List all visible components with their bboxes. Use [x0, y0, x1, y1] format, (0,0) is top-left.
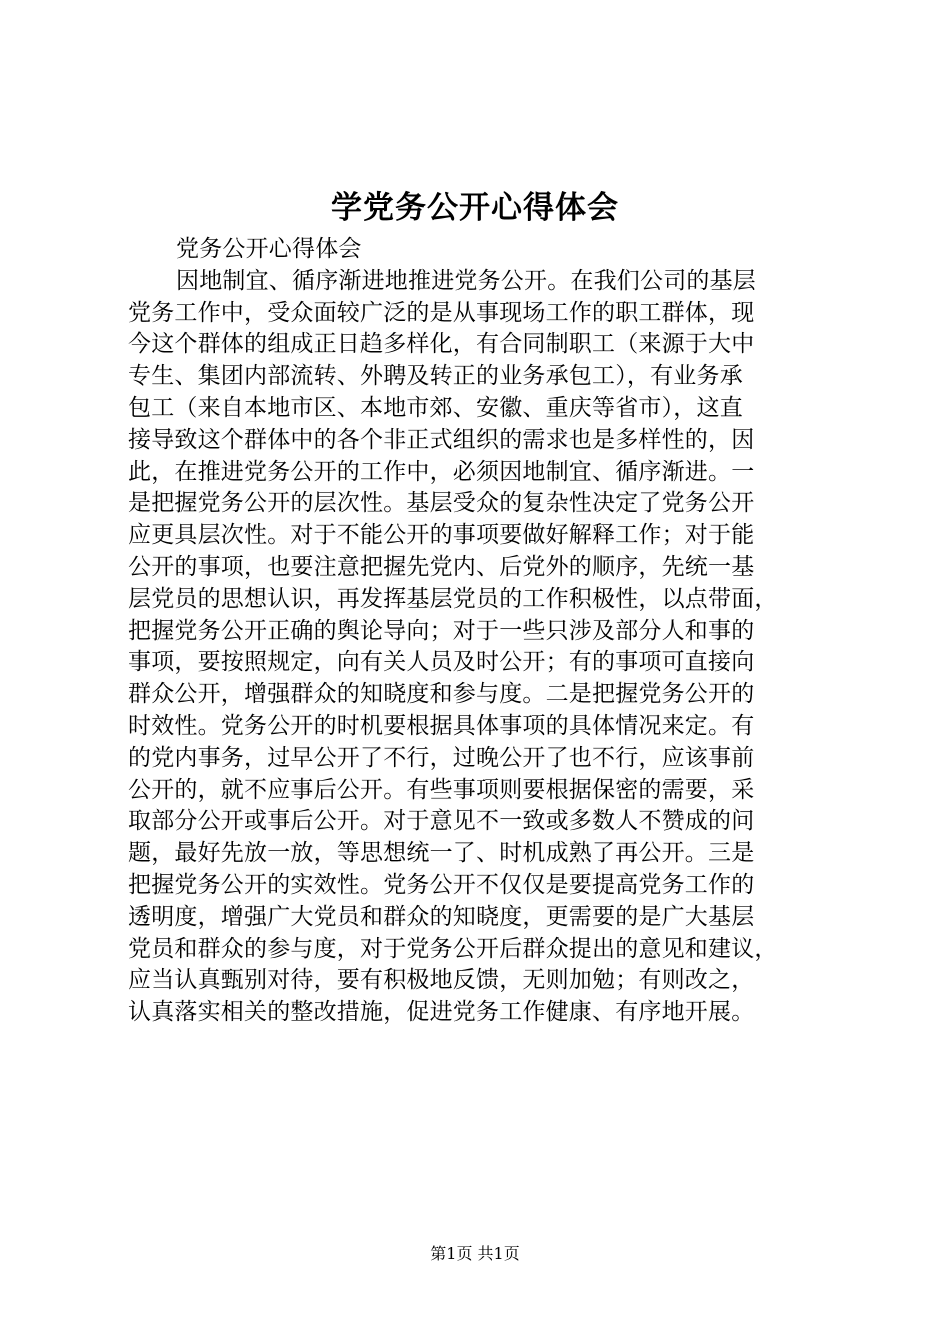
- paragraph-line: 应当认真甄别对待，要有积极地反馈，无则加勉；有则改之，: [128, 967, 755, 994]
- document-body: [128, 234, 828, 1029]
- paragraph-line: 专生、集团内部流转、外聘及转正的业务承包工），有业务承: [128, 363, 743, 390]
- paragraph-line: 包工（来自本地市区、本地市郊、安徽、重庆等省市），这直: [128, 394, 743, 421]
- paragraph-line: 应更具层次性。对于不能公开的事项要做好解释工作；对于能: [128, 522, 755, 549]
- paragraph-line: 群众公开，增强群众的知晓度和参与度。二是把握党务公开的: [128, 681, 755, 708]
- page-footer: 第1页 共1页: [430, 1244, 520, 1263]
- paragraph-line: 接导致这个群体中的各个非正式组织的需求也是多样性的，因: [128, 426, 755, 453]
- paragraph-line: 因地制宜、循序渐进地推进党务公开。在我们公司的基层: [176, 267, 756, 294]
- paragraph-line: 认真落实相关的整改措施，促进党务工作健康、有序地开展。: [128, 999, 755, 1026]
- paragraph-line: 透明度，增强广大党员和群众的知晓度，更需要的是广大基层: [128, 903, 755, 930]
- paragraph-line: 党员和群众的参与度，对于党务公开后群众提出的意见和建议，: [128, 935, 778, 962]
- paragraph-line: 事项，要按照规定，向有关人员及时公开；有的事项可直接向: [128, 649, 755, 676]
- paragraph-line: 的党内事务，过早公开了不行，过晚公开了也不行，应该事前: [128, 744, 755, 771]
- paragraph-line: 此，在推进党务公开的工作中，必须因地制宜、循序渐进。一: [128, 458, 755, 485]
- document-title: 学党务公开心得体会: [331, 190, 619, 226]
- paragraph-line: 是把握党务公开的层次性。基层受众的复杂性决定了党务公开: [128, 490, 755, 517]
- paragraph-line: 时效性。党务公开的时机要根据具体事项的具体情况来定。有: [128, 712, 755, 739]
- paragraph-line: 把握党务公开的实效性。党务公开不仅仅是要提高党务工作的: [128, 871, 755, 898]
- paragraph-line: 党务工作中，受众面较广泛的是从事现场工作的职工群体，现: [128, 299, 755, 326]
- paragraph-line: 今这个群体的组成正日趋多样化，有合同制职工（来源于大中: [128, 331, 755, 358]
- paragraph-line: 取部分公开或事后公开。对于意见不一致或多数人不赞成的问: [128, 808, 755, 835]
- paragraph-line: 层党员的思想认识，再发挥基层党员的工作积极性，以点带面，: [128, 585, 778, 612]
- paragraph-line: 公开的事项，也要注意把握先党内、后党外的顺序，先统一基: [128, 553, 755, 580]
- paragraph-line: 把握党务公开正确的舆论导向；对于一些只涉及部分人和事的: [128, 617, 755, 644]
- subtitle-line: 党务公开心得体会: [176, 236, 362, 262]
- paragraph-line: 公开的，就不应事后公开。有些事项则要根据保密的需要，采: [128, 776, 755, 803]
- paragraph-line: 题，最好先放一放，等思想统一了、时机成熟了再公开。三是: [128, 840, 755, 867]
